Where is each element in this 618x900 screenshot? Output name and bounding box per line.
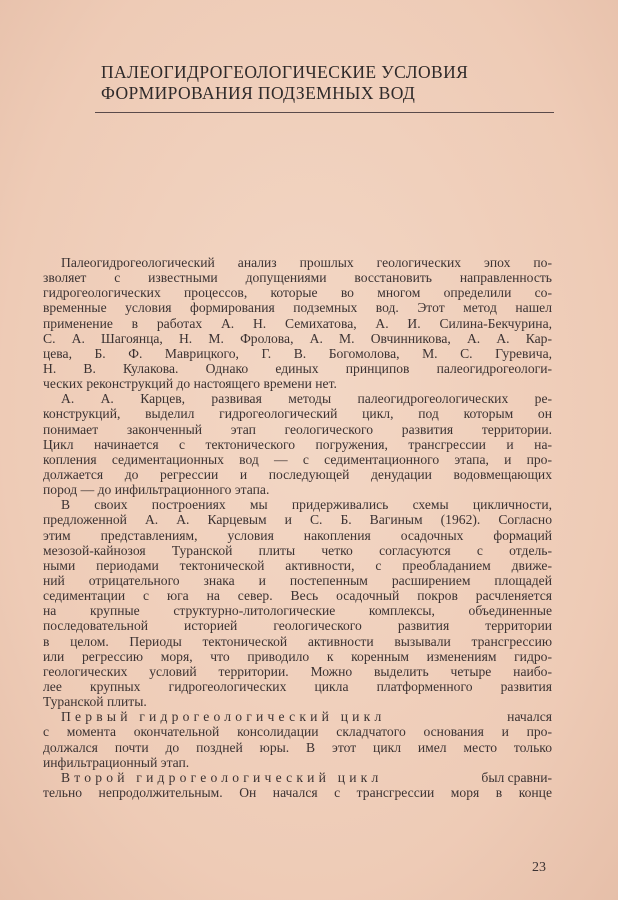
- text-line: С. А. Шагоянца, Н. М. Фролова, А. М. Овчинникова, А. А. Кар-: [43, 330, 552, 346]
- title-rule: [95, 112, 554, 113]
- text-line: ний отрицательного знака и постепенным расширением площадей: [43, 572, 552, 588]
- text-line: понимает законченный этап геологического развития территории.: [43, 421, 552, 437]
- text-line: Цикл начинается с тектонического погружения, трансгрессии и на-: [43, 436, 552, 452]
- text-line: копления седиментационных вод — с седиментационного этапа, и про-: [43, 451, 552, 467]
- text-line: ными периодами тектонической активности, с преобладанием движе-: [43, 557, 552, 573]
- text-line: конструкций, выделил гидрогеологический цикл, под которым он: [43, 406, 552, 422]
- text-line: А. А. Карцев, развивая методы палеогидрогеологических ре-: [61, 391, 552, 407]
- text-line: В своих построениях мы придерживались схемы цикличности,: [61, 497, 552, 513]
- text-line: седиментации с юга на север. Весь осадочный покров расчленяется: [43, 588, 552, 604]
- chapter-title-line: ПАЛЕОГИДРОГЕОЛОГИЧЕСКИЕ УСЛОВИЯ: [101, 62, 469, 82]
- chapter-title-line: ФОРМИРОВАНИЯ ПОДЗЕМНЫХ ВОД: [101, 83, 416, 103]
- text-line: зволяет с известными допущениями восстановить направленность: [43, 270, 552, 286]
- paragraph: [43, 709, 552, 770]
- text-line: ческих реконструкций до настоящего времени нет.: [43, 376, 337, 392]
- text-line: гидрогеологических процессов, которые во многом определили со-: [43, 285, 552, 301]
- text-line: лее крупных гидрогеологических цикла платформенного развития: [43, 678, 552, 694]
- text-line: должался почти до поздней юры. В этот цикл имел место только: [43, 739, 552, 755]
- spaced-heading-text: Первый гидрогеологический цикл: [61, 709, 386, 725]
- text-line: или регрессию моря, что приводило к коренным изменениям гидро-: [43, 648, 552, 664]
- chapter-title: [101, 62, 468, 104]
- text-line: [43, 770, 552, 785]
- spaced-heading-text: Второй гидрогеологический цикл: [61, 769, 383, 785]
- text-line: пород — до инфильтрационного этапа.: [43, 482, 270, 498]
- text-line: в целом. Периоды тектонической активности вызывали трансгрессию: [43, 633, 552, 649]
- text-line: предложенной А. А. Карцевым и С. Б. Вагиным (1962). Согласно: [43, 512, 552, 528]
- paragraph: [43, 391, 552, 497]
- text-line: [43, 709, 552, 724]
- text-line: последовательной историей геологического развития территории: [43, 618, 552, 634]
- line-rest: был сравни-: [481, 769, 552, 785]
- text-line: применение в работах А. Н. Семихатова, А. И. Силина-Бекчурина,: [43, 315, 552, 331]
- line-rest: начался: [507, 709, 552, 725]
- text-line: с момента окончательной консолидации складчатого основания и про-: [43, 724, 552, 740]
- body-text: [43, 255, 552, 800]
- text-line: на крупные структурно-литологические комплексы, объединенные: [43, 603, 552, 619]
- text-line: Туранской плиты.: [43, 694, 147, 710]
- paragraph: [43, 497, 552, 709]
- text-line: этим представлениям, условия накопления осадочных формаций: [43, 527, 552, 543]
- text-line: Н. В. Кулакова. Однако единых принципов палеогидрогеологи-: [43, 360, 552, 376]
- text-line: геологических условий территории. Можно выделить четыре наибо-: [43, 663, 552, 679]
- text-line: тельно непродолжительным. Он начался с трансгрессии моря в конце: [43, 784, 552, 800]
- text-line: цева, Б. Ф. Маврицкого, Г. В. Богомолова, М. С. Гуревича,: [43, 345, 552, 361]
- page-number: 23: [532, 860, 546, 875]
- text-line: должается до регрессии и последующей денудации водовмещающих: [43, 466, 552, 482]
- text-line: мезозой-кайнозоя Туранской плиты четко согласуются с отдель-: [43, 542, 552, 558]
- text-line: инфильтрационный этап.: [43, 754, 190, 770]
- paragraph: [43, 770, 552, 800]
- text-line: Палеогидрогеологический анализ прошлых геологических эпох по-: [61, 255, 552, 270]
- text-line: временные условия формирования подземных вод. Этот метод нашел: [43, 300, 552, 316]
- paragraph: [43, 255, 552, 391]
